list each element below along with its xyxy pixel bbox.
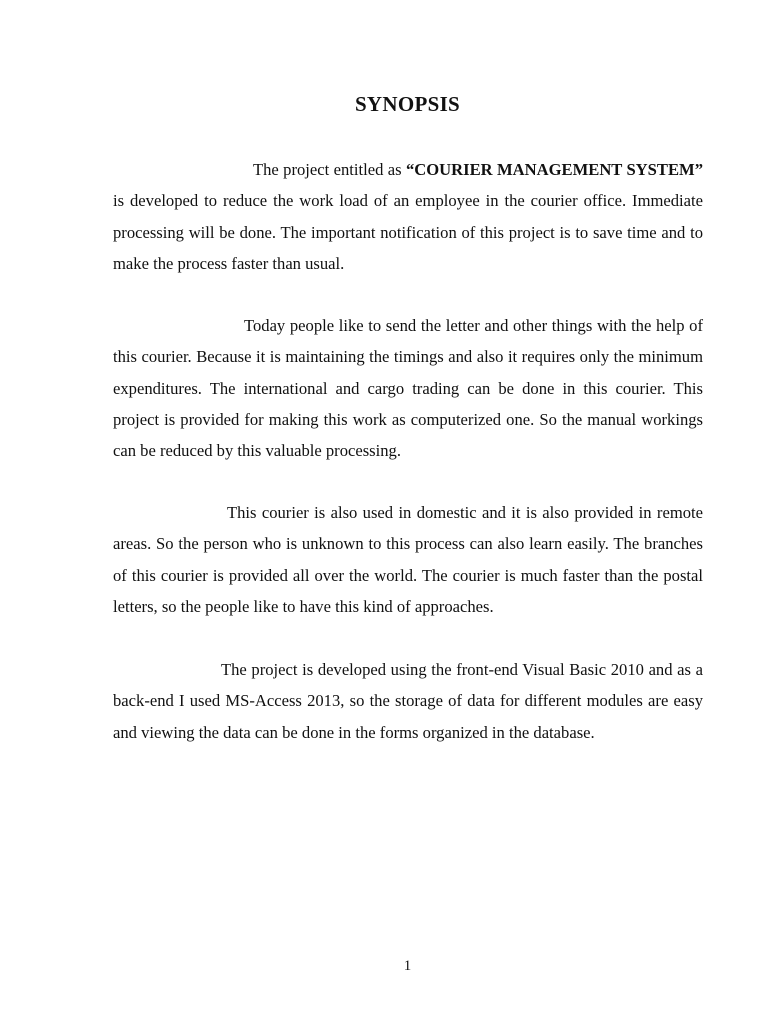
paragraph-1-rest: is developed to reduce the work load of an employee in the courier office. Immediate processing will be done. The important notification of this project is to save time and to make the process faster than usual. — [113, 191, 703, 273]
synopsis-paragraph-4: The project is developed using the front-end Visual Basic 2010 and as a back-end I used MS-Access 2013, so the storage of data for different modules are easy and viewing the data can be done in the forms organized in the database. — [113, 660, 703, 742]
project-name-emphasis: “COURIER MANAGEMENT SYSTEM” — [405, 160, 703, 179]
synopsis-paragraph-3: This courier is also used in domestic and it is also provided in remote areas. So the person who is unknown to this process can also learn easily. The branches of this courier is provided all over the world. The courier is much faster than the postal letters, so the people like to have this kind of approaches. — [113, 503, 703, 616]
synopsis-paragraph-2: Today people like to send the letter and other things with the help of this courier. Because it is maintaining the timings and also it requires only the minimum expenditures. The international and cargo trading can be done in this courier. This project is provided for making this work as computerized one. So the manual workings can be reduced by this valuable processing. — [113, 316, 703, 461]
page-title: SYNOPSIS — [354, 92, 461, 116]
page-number: 1 — [403, 958, 412, 974]
paragraph-1-lead: The project entitled as — [253, 160, 406, 179]
synopsis-paragraph-1 — [113, 154, 703, 279]
